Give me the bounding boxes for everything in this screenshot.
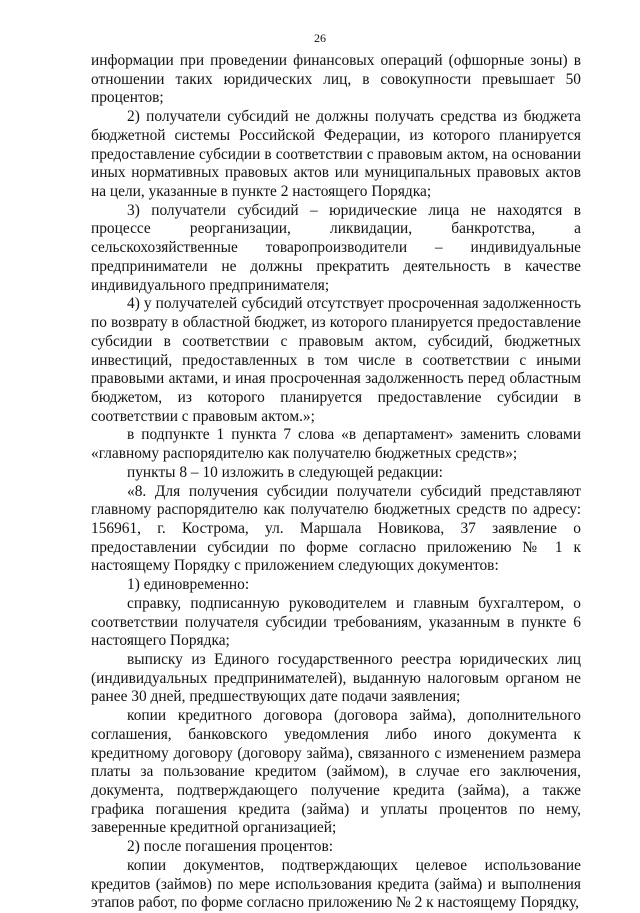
paragraph-certificate: справку, подписанную руководителем и главным бухгалтером, о соответствии получателя субсидии требованиям, указанным в пункте 6 настоящего Порядка;: [91, 594, 581, 650]
paragraph-item-2: 2) получатели субсидий не должны получать средства из бюджета бюджетной системы Российской Федерации, из которого планируется предоставление субсидии в соответствии с правовым актом, на основании иных нормативных правовых актов или муниципальных правовых актов на цели, указанные в пункте 2 настоящего Порядка;: [91, 108, 581, 201]
paragraph-one-time-heading: 1) единовременно:: [127, 576, 250, 594]
paragraph-amendment-clauses-8-10: пункты 8 – 10 изложить в следующей редакции:: [127, 463, 443, 481]
paragraph-after-repayment-heading: 2) после погашения процентов:: [127, 838, 334, 856]
paragraph-amendment-clause-7: в подпункте 1 пункта 7 слова «в департамент» заменить словами «главному распорядителю как получателю бюджетных средств»;: [91, 426, 581, 463]
page-number: 26: [314, 31, 326, 45]
paragraph-continuation: информации при проведении финансовых операций (офшорные зоны) в отношении таких юридических лиц, в совокупности превышает 50 процентов;: [91, 52, 581, 107]
paragraph-registry-extract: выписку из Единого государственного реестра юридических лиц (индивидуальных предпринимателей), выданную налоговым органом не ранее 30 дней, предшествующих дате подачи заявления;: [91, 651, 581, 706]
paragraph-item-3: 3) получатели субсидий – юридические лица не находятся в процессе реорганизации, ликвидации, банкротства, а сельскохозяйственные товаропроизводители – индивидуальные предприниматели не должны прекратить деятельность в качестве индивидуального предпринимателя;: [91, 201, 581, 294]
paragraph-credit-copies: копии кредитного договора (договора займа), дополнительного соглашения, банковского уведомления либо иного документа к кредитному договору (договору займа), связанного с изменением размера платы за пользование кредитом (займом), в случае его заключения, документа, подтверждающего получение кредита (займа), а также графика погашения кредита (займа) и уплаты процентов по нему, заверенные кредитной организацией;: [91, 707, 581, 837]
document-body: [91, 52, 581, 913]
paragraph-item-4: 4) у получателей субсидий отсутствует просроченная задолженность по возврату в областной бюджет, из которого планируется предоставление субсидии в соответствии с правовым актом, субсидий, бюджетных инвестиций, предоставленных в том числе в соответствии с иными правовыми актами, и иная просроченная задолженность перед областным бюджетом, из которого планируется предоставление субсидии в соответствии с правовым актом.»;: [91, 295, 581, 425]
paragraph-usage-documents: копии документов, подтверждающих целевое использование кредитов (займов) по мере использования кредита (займа) и выполнения этапов работ, по форме согласно приложению № 2 к настоящему Порядку,: [91, 856, 581, 912]
paragraph-clause-8: «8. Для получения субсидии получатели субсидий представляют главному распорядителю как получателю бюджетных средств по адресу: 156961, г. Кострома, ул. Маршала Новикова, 37 заявление о предоставлении субсидии по форме согласно приложению № 1 к настоящему Порядку с приложением следующих документов:: [91, 482, 581, 575]
